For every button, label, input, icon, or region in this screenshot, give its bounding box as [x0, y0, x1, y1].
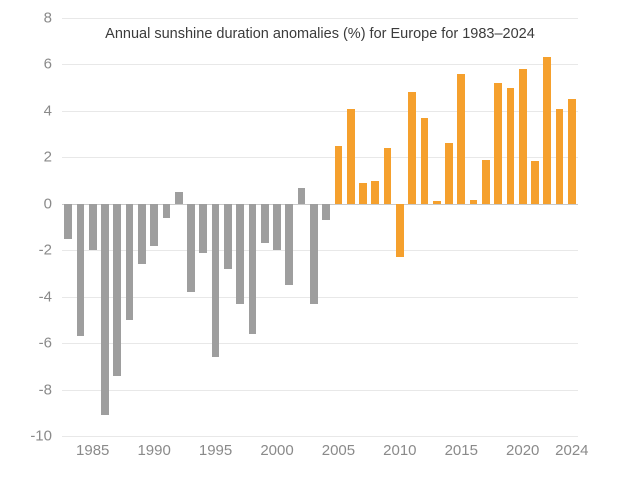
bar-2023: [556, 109, 564, 204]
bar-1984: [77, 204, 85, 336]
bar-2022: [543, 57, 551, 203]
bar-2008: [371, 181, 379, 204]
y-tick-label: -2: [38, 241, 52, 259]
bar-2003: [310, 204, 318, 304]
bar-1983: [64, 204, 72, 239]
bar-2009: [384, 148, 392, 204]
y-tick-label: -10: [30, 427, 52, 445]
gridline: [62, 436, 578, 437]
bar-1987: [113, 204, 121, 376]
x-tick-label: 2015: [444, 442, 478, 459]
bar-2002: [298, 188, 306, 204]
bar-2001: [285, 204, 293, 285]
bar-1998: [249, 204, 257, 334]
x-tick-label: 2020: [506, 442, 540, 459]
y-tick-label: -6: [38, 334, 52, 352]
bar-1990: [150, 204, 158, 246]
x-tick-label: 2010: [383, 442, 417, 459]
bar-2016: [470, 200, 478, 203]
x-tick-label: 2000: [260, 442, 294, 459]
bar-2005: [335, 146, 343, 204]
bar-1985: [89, 204, 97, 250]
x-tick-label: 2024: [555, 442, 589, 459]
bar-1997: [236, 204, 244, 304]
x-axis: [62, 442, 589, 466]
bar-1993: [187, 204, 195, 292]
x-tick-label: 2005: [321, 442, 356, 459]
bar-2000: [273, 204, 281, 250]
bar-2019: [507, 88, 515, 204]
y-tick-label: 2: [43, 148, 52, 166]
y-tick-label: -8: [38, 381, 52, 399]
y-tick-label: 0: [43, 195, 52, 213]
bar-1986: [101, 204, 109, 415]
bar-2013: [433, 201, 441, 203]
bar-1996: [224, 204, 232, 269]
y-tick-label: 4: [43, 102, 52, 120]
bar-2018: [494, 83, 502, 204]
y-tick-label: 6: [43, 55, 52, 73]
bar-2015: [457, 74, 465, 204]
plot-area: [62, 18, 578, 436]
x-tick-label: 1990: [137, 442, 171, 459]
x-tick-label: 1995: [198, 442, 233, 459]
bar-2020: [519, 69, 527, 204]
bar-1994: [199, 204, 207, 253]
bar-2004: [322, 204, 330, 220]
bar-2011: [408, 92, 416, 203]
bar-1999: [261, 204, 269, 243]
bar-2006: [347, 109, 355, 204]
bars-layer: [62, 18, 578, 436]
bar-1991: [163, 204, 171, 218]
y-tick-label: -4: [38, 288, 52, 306]
bar-2017: [482, 160, 490, 204]
bar-2012: [421, 118, 429, 204]
bar-2021: [531, 161, 539, 204]
x-tick-label: 1985: [76, 442, 110, 459]
chart-title: Annual sunshine duration anomalies (%) for Europe for 1983–2024: [105, 26, 535, 42]
bar-1992: [175, 192, 183, 204]
chart-title-wrap: [62, 26, 578, 42]
bar-2014: [445, 143, 453, 203]
y-tick-label: 8: [43, 9, 52, 27]
bar-1995: [212, 204, 220, 357]
bar-2024: [568, 99, 576, 204]
bar-1988: [126, 204, 134, 320]
bar-1989: [138, 204, 146, 264]
bar-2010: [396, 204, 404, 257]
bar-2007: [359, 183, 367, 204]
